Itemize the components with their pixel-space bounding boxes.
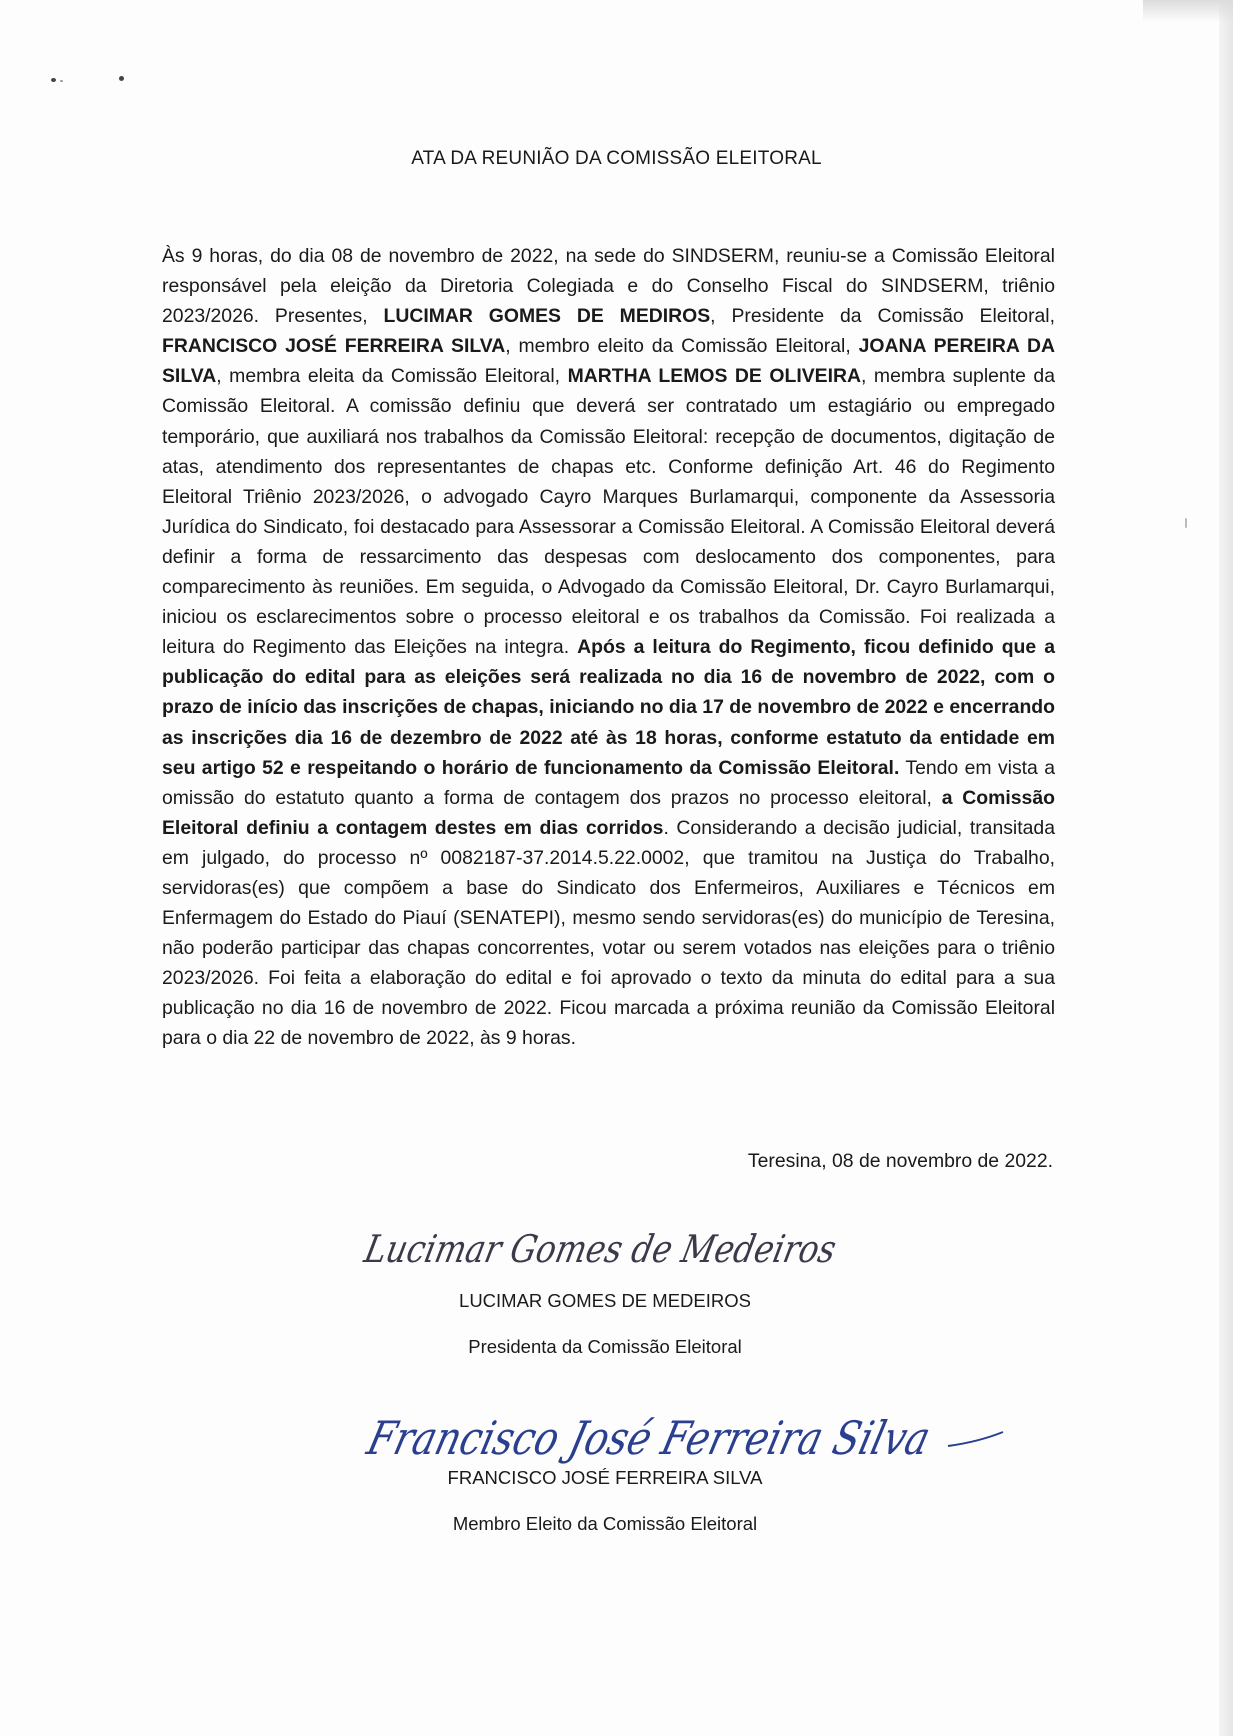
signature-lucimar [360, 1218, 925, 1278]
minutes-body [162, 241, 1055, 1054]
scan-speck [119, 76, 124, 81]
body-text-run: Tendo em vista a omissão do estatuto quanto a forma de contagem dos prazos no processo eleitoral, [162, 756, 1056, 809]
signatory-name: LUCIMAR GOMES DE MEDEIROS [459, 1290, 751, 1311]
body-text-bold-run: a Comissão Eleitoral definiu a contagem destes em dias corridos [162, 786, 1055, 839]
scan-speck [60, 80, 63, 82]
signature-handwriting: Francisco José Ferreira Silva [362, 1412, 1051, 1466]
scan-edge [1219, 0, 1233, 1736]
scan-corner-shadow [1143, 0, 1233, 22]
document-title: ATA DA REUNIÃO DA COMISSÃO ELEITORAL [411, 148, 822, 169]
signature-handwriting: Lucimar Gomes de Medeiros [360, 1227, 925, 1272]
signatory-2 [305, 1467, 905, 1535]
body-text-bold-run: JOANA PEREIRA DA SILVA [162, 335, 1055, 388]
body-text-run: Às 9 horas, do dia 08 de novembro de 2022, na sede do SINDSERM, reuniu-se a Comissão Eleitoral responsável pela eleição da Diretoria Colegiada e do Conselho Fiscal do SINDSERM, triênio 2023/2026. Presentes, [162, 245, 1055, 328]
body-text-run: , membra eleita da Comissão Eleitoral, [216, 365, 568, 388]
body-text-run: , membro eleito da Comissão Eleitoral, [505, 335, 859, 358]
body-text-bold-run: MARTHA LEMOS DE OLIVEIRA [567, 365, 861, 388]
body-text-run: , membra suplente da Comissão Eleitoral. A comissão definiu que deverá ser contratado um estagiário ou empregado temporário, que auxiliará nos trabalhos da Comissão Eleitoral: recepção de documentos, digitação de atas, atendimento dos representantes de chapas etc. Conforme definição Art. 46 do Regimento Eleitoral Triênio 2023/2026, o advogado Cayro Marques Burlamarqui, componente da Assessoria Jurídica do Sindicato, foi destacado para Assessorar a Comissão Eleitoral. A Comissão Eleitoral deverá definir a forma de ressarcimento das despesas com deslocamento dos componentes, para comparecimento às reuniões. Em seguida, o Advogado da Comissão Eleitoral, Dr. Cayro Burlamarqui, iniciou os esclarecimentos sobre o processo eleitoral e os trabalhos da Comissão. Foi realizada a leitura do Regimento das Eleições na integra. [162, 365, 1056, 659]
body-text-bold-run: FRANCISCO JOSÉ FERREIRA SILVA [162, 335, 506, 358]
body-text-run: . Considerando a decisão judicial, transitada em julgado, do processo nº 0082187-37.2014.5.22.0002, que tramitou na Justiça do Trabalho, servidoras(es) que compõem a base do Sindicato dos Enfermeiros, Auxiliares e Técnicos em Enfermagem do Estado do Piauí (SENATEPI), mesmo sendo servidoras(es) do município de Teresina, não poderão participar das chapas concorrentes, votar ou serem votados nas eleições para o triênio 2023/2026. Foi feita a elaboração do edital e foi aprovado o texto da minuta do edital para a sua publicação no dia 16 de novembro de 2022. Ficou marcada a próxima reunião da Comissão Eleitoral para o dia 22 de novembro de 2022, às 9 horas. [162, 816, 1055, 1050]
body-text-run: , Presidente da Comissão Eleitoral, [710, 305, 1055, 328]
body-text-bold-run: LUCIMAR GOMES DE MEDIROS [383, 305, 711, 328]
body-text-bold-run: Após a leitura do Regimento, ficou definido que a publicação do edital para as eleições será realizada no dia 16 de novembro de 2022, com o prazo de início das inscrições de chapas, iniciando no dia 17 de novembro de 2022 e encerrando as inscrições dia 16 de dezembro de 2022 até às 18 horas, conforme estatuto da entidade em seu artigo 52 e respeitando o horário de funcionamento da Comissão Eleitoral. [162, 636, 1055, 779]
signatory-role: Membro Eleito da Comissão Eleitoral [452, 1513, 758, 1534]
place-date: Teresina, 08 de novembro de 2022. [747, 1150, 1053, 1172]
scan-speck [51, 78, 56, 82]
scan-speck [1185, 518, 1187, 528]
signatory-role: Presidenta da Comissão Eleitoral [468, 1336, 742, 1357]
signatory-name: FRANCISCO JOSÉ FERREIRA SILVA [447, 1467, 763, 1488]
signatory-1 [305, 1290, 905, 1358]
